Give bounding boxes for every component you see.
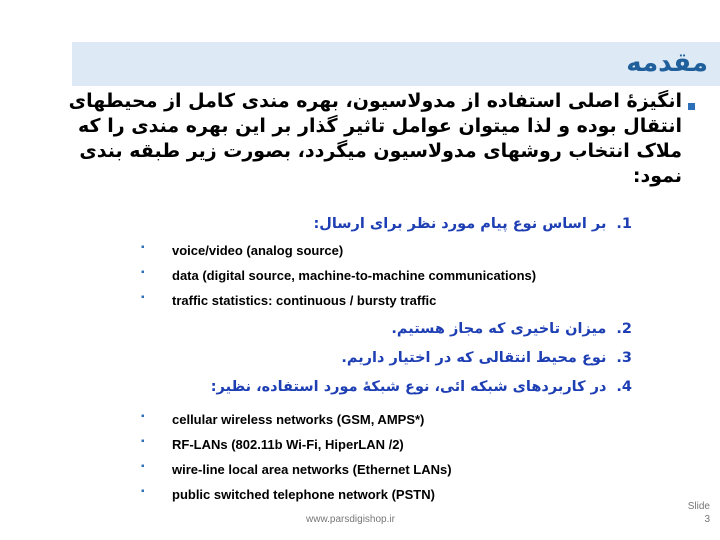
numbered-item-text: در کاربردهای شبکه ائی، نوع شبکۀ مورد استفاده، نظیر: bbox=[210, 379, 607, 395]
numbered-item-number: 3. bbox=[616, 350, 632, 366]
numbered-item-number: 1. bbox=[616, 216, 632, 232]
main-paragraph: انگیزۀ اصلی استفاده از مدولاسیون، بهره مندی کامل از محیطهای انتقال بوده و لذا میتوان عوامل تاثیر گذار بر این بهره مندی را که ملاک انتخاب روشهای مدولاسیون میگردد، بصورت زیر طبقه بندی نمود: bbox=[68, 90, 682, 187]
numbered-item-4 bbox=[211, 379, 632, 395]
slide-number-value: 3 bbox=[704, 514, 710, 525]
bullet-dot-icon: ▪ bbox=[141, 267, 145, 278]
numbered-item-3 bbox=[341, 350, 632, 366]
numbered-item-number: 2. bbox=[616, 321, 632, 337]
numbered-item-number: 4. bbox=[616, 379, 632, 395]
numbered-item-text: میزان تاخیری که مجاز هستیم. bbox=[391, 321, 607, 337]
numbered-item-1 bbox=[313, 216, 632, 232]
title-band bbox=[72, 42, 720, 86]
slide-title: مقدمه bbox=[626, 48, 708, 78]
numbered-item-2 bbox=[391, 321, 632, 337]
bullet-dot-icon: ▪ bbox=[141, 436, 145, 447]
bullet-dot-icon: ▪ bbox=[141, 242, 145, 253]
numbered-item-text: بر اساس نوع پیام مورد نظر برای ارسال: bbox=[313, 216, 607, 232]
numbered-item-text: نوع محیط انتقالی که در اختیار داریم. bbox=[341, 350, 607, 366]
slide-number bbox=[672, 500, 710, 526]
bullet-dot-icon: ▪ bbox=[141, 411, 145, 422]
slide-label: Slide bbox=[687, 501, 710, 512]
bullet-dot-icon: ▪ bbox=[141, 292, 145, 303]
footer-url: www.parsdigishop.ir bbox=[306, 514, 395, 525]
main-bullet-square bbox=[688, 103, 695, 110]
bullet-dot-icon: ▪ bbox=[141, 486, 145, 497]
bullet-dot-icon: ▪ bbox=[141, 461, 145, 472]
